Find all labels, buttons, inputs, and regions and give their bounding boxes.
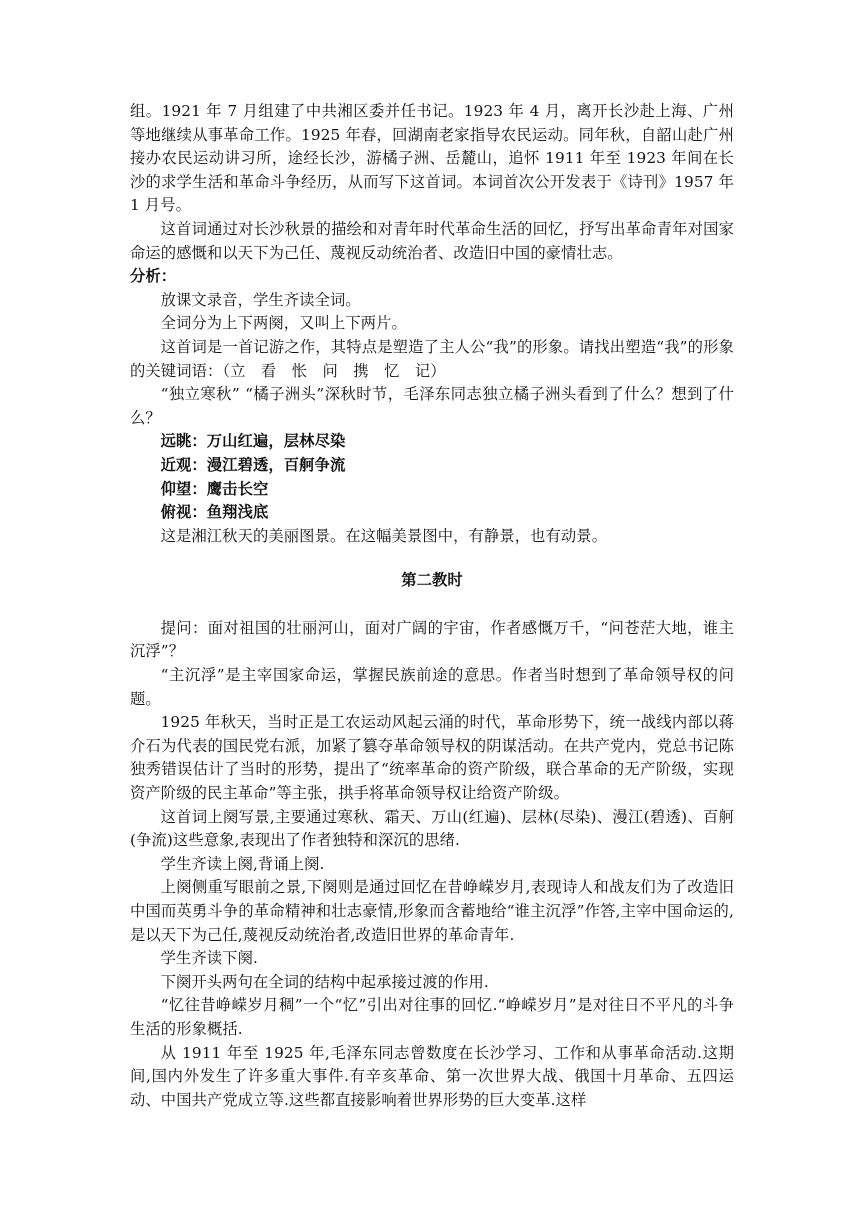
section-title: 第二教时 (401, 571, 463, 590)
lesson-paragraph: 学生齐读下阕. (160, 949, 258, 968)
lesson-paragraph: 1925 年秋天，当时正是工农运动风起云涌的时代，革命形势下，统一战线内部以蒋介石为代表的国民党右派，加紧了篡夺革命领导权的阴谋活动。在共产党内，党总书记陈独秀错误估计了当时的形势，提出了“统率革命的资产阶级，联合革命的无产阶级，实现资产阶级的民主革命”等主张，拱手将革命领导权让给资产阶级。 (130, 713, 734, 803)
lesson-paragraph: 这首词上阕写景,主要通过寒秋、霜天、万山(红遍)、层林(尽染)、漫江(碧透)、百舸(争流)这些意象,表现出了作者独特和深沉的思绪. (130, 807, 734, 850)
document-page (130, 100, 734, 1112)
intro-paragraph: 这首词通过对长沙秋景的描绘和对青年时代革命生活的回忆，抒写出革命青年对国家命运的感慨和以天下为己任、蔑视反动统治者、改造旧中国的豪情壮志。 (130, 219, 734, 262)
analysis-heading: 分析： (130, 267, 177, 286)
lesson-paragraph: “忆往昔峥嵘岁月稠”一个“忆”引出对往事的回忆.“峥嵘岁月”是对往日不平凡的斗争生活的形象概括. (130, 996, 734, 1038)
lesson-paragraph: 从 1911 年至 1925 年,毛泽东同志曾数度在长沙学习、工作和从事革命活动.这期间,国内外发生了许多重大事件.有辛亥革命、第一次世界大战、俄国十月革命、五四运动、中国共产党成立等.这些都直接影响着世界形势的巨大变革.这样 (130, 1043, 734, 1109)
scene-line-far: 远眺：万山红遍，层林尽染 (160, 432, 346, 451)
scene-line-up: 仰望：鹰击长空 (160, 479, 269, 498)
analysis-paragraph: 全词分为上下两阕，又叫上下两片。 (160, 314, 407, 333)
lesson-paragraph: 学生齐读上阕,背诵上阕. (160, 854, 325, 873)
analysis-paragraph: 这首词是一首记游之作，其特点是塑造了主人公“我”的形象。请找出塑造“我”的形象的关键词语：（立 看 怅 问 携 忆 记） (130, 337, 734, 380)
lesson-paragraph: “主沉浮”是主宰国家命运，掌握民族前途的意思。作者当时想到了革命领导权的问题。 (130, 666, 734, 708)
intro-paragraph: 组。1921 年 7 月组建了中共湘区委并任书记。1923 年 4 月，离开长沙赴上海、广州等地继续从事革命工作。1925 年春，回湖南老家指导农民运动。同年秋，自韶山赴广州接办农民运动讲习所，途经长沙，游橘子洲、岳麓山，追怀 1911 年至 1923 年间在长沙的求学生活和革命斗争经历，从而写下这首词。本词首次公开发表于《诗刊》1957 年 1 月号。 (130, 102, 734, 215)
lesson-paragraph: 提问：面对祖国的壮丽河山，面对广阔的宇宙，作者感慨万千，“问苍茫大地，谁主沉浮”？ (130, 618, 734, 661)
analysis-paragraph: “独立寒秋” “橘子洲头”深秋时节，毛泽东同志独立橘子洲头看到了什么？想到了什么？ (130, 385, 734, 427)
scene-line-down: 俯视：鱼翔浅底 (160, 503, 269, 522)
scene-summary: 这是湘江秋天的美丽图景。在这幅美景图中，有静景，也有动景。 (160, 526, 608, 545)
lesson-paragraph: 上阕侧重写眼前之景,下阕则是通过回忆在昔峥嵘岁月,表现诗人和战友们为了改造旧中国而英勇斗争的革命精神和壮志豪情,形象而含蓄地给“谁主沉浮”作答,主宰中国命运的,是以天下为己任,蔑视反动统治者,改造旧世界的革命青年. (130, 878, 734, 944)
analysis-paragraph: 放课文录音，学生齐读全词。 (160, 290, 361, 309)
lesson-paragraph: 下阕开头两句在全词的结构中起承接过渡的作用. (160, 972, 489, 991)
scene-line-near: 近观：漫江碧透，百舸争流 (160, 455, 346, 474)
